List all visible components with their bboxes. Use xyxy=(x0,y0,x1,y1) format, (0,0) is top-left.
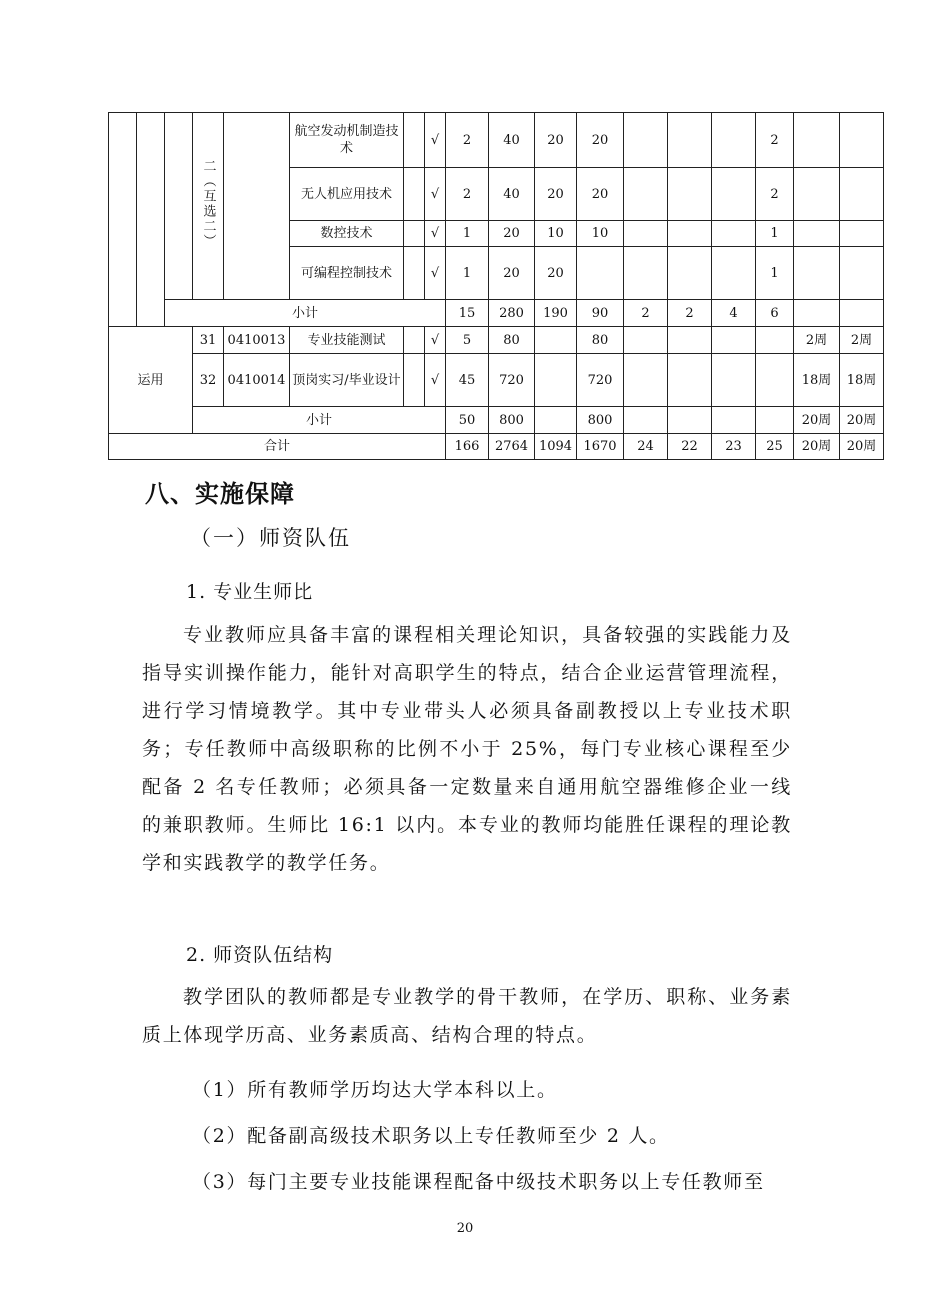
table-row: 可编程控制技术 √ 1 20 20 1 xyxy=(109,247,884,300)
category-label: 运用 xyxy=(109,327,193,434)
total-row: 合计 166 2764 1094 1670 24 22 23 25 20周 20周 xyxy=(109,434,884,460)
list-item: （1）所有教师学历均达大学本科以上。 xyxy=(192,1079,558,1101)
section-title: 八、实施保障 xyxy=(145,480,295,508)
subtotal-row: 小计 50 800 800 20周 20周 xyxy=(109,407,884,434)
table-row: 无人机应用技术 √ 2 40 20 20 2 xyxy=(109,168,884,221)
subtotal-row: 小计 15 280 190 90 2 2 4 6 xyxy=(109,300,884,327)
course-name: 数控技术 xyxy=(290,221,404,247)
table-row: 数控技术 √ 1 20 10 10 1 xyxy=(109,221,884,247)
course-name: 航空发动机制造技术 xyxy=(290,113,404,168)
elective-group-label: 二（互选二） xyxy=(193,113,224,300)
table-row: 运用 31 0410013 专业技能测试 √ 5 80 80 2周 2周 xyxy=(109,327,884,354)
course-name: 无人机应用技术 xyxy=(290,168,404,221)
sub-heading: 2. 师资队伍结构 xyxy=(186,944,334,966)
page-number: 20 xyxy=(456,1221,474,1236)
paragraph: 教学团队的教师都是专业教学的骨干教师，在学历、职称、业务素质上体现学历高、业务素质高、结构合理的特点。 xyxy=(142,986,792,1046)
course-name: 顶岗实习/毕业设计 xyxy=(290,354,404,407)
paragraph: 专业教师应具备丰富的课程相关理论知识，具备较强的实践能力及指导实训操作能力，能针对高职学生的特点，结合企业运营管理流程，进行学习情境教学。其中专业带头人必须具备副教授以上专业技术职务；专任教师中高级职称的比例不小于 25%，每门专业核心课程至少配备 2 名专任教师；必须具备一定数量来自通用航空器维修企业一线的兼职教师。生师比 16:1 以内。本专业的教师均能胜任课程的理论教学和实践教学的教学任务。 xyxy=(142,624,792,874)
subsection-title: （一）师资队伍 xyxy=(190,526,351,550)
course-name: 可编程控制技术 xyxy=(290,247,404,300)
course-plan-table xyxy=(108,112,884,460)
course-name: 专业技能测试 xyxy=(290,327,404,354)
list-item: （2）配备副高级技术职务以上专任教师至少 2 人。 xyxy=(192,1125,670,1147)
sub-heading: 1. 专业生师比 xyxy=(186,581,314,603)
table-row: 二（互选二） 航空发动机制造技术 √ 2 40 20 20 2 xyxy=(109,113,884,168)
table-row: 32 0410014 顶岗实习/毕业设计 √ 45 720 720 18周 18周 xyxy=(109,354,884,407)
list-item: （3）每门主要专业技能课程配备中级技术职务以上专任教师至 xyxy=(192,1171,765,1193)
